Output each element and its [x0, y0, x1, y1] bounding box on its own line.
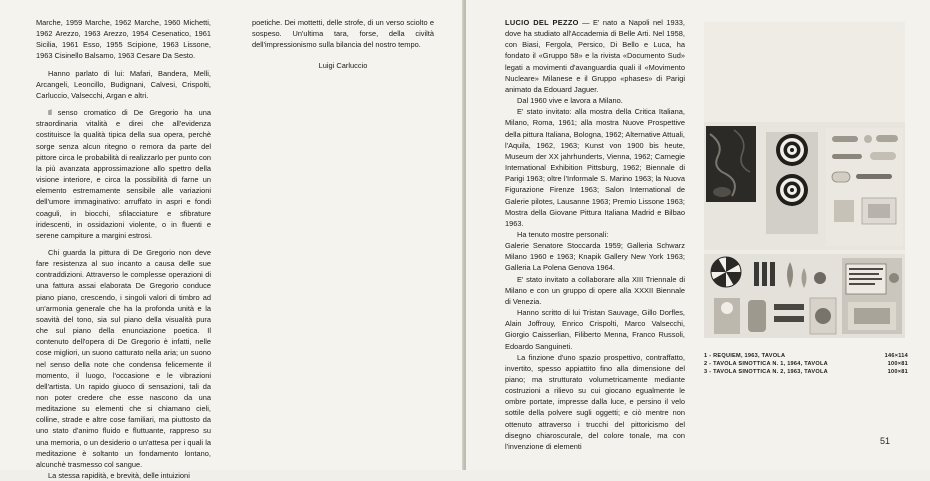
artist-name: LUCIO DEL PEZZO: [505, 18, 579, 27]
caption-size: 100×81: [887, 369, 908, 376]
paragraph-text: — E' nato a Napoli nel 1933, dove ha studiato all'Accademia di Belle Arti. Nel 1958, con Biasi, Fergola, Persico, Di Bello e Luca, ha fondato il «Gruppo 58» e la rivista «Documento Sud» legati a movimenti d'avanguardia quali il «Movimento Nucleare» Milanese e il Gruppo «phases» di Parigi animato da Edouard Jaguer.: [505, 18, 685, 94]
text-column-2: [252, 17, 434, 72]
caption-row: [704, 368, 908, 376]
paragraph: Hanno parlato di lui: Mafari, Bandera, Melli, Arcangeli, Leoncillo, Budignani, Calvesi, Crispolti, Carluccio, Valsecchi, Argan e altri.: [36, 68, 211, 100]
text-column-1: [36, 17, 211, 481]
paragraph: Ha tenuto mostre personali:: [517, 229, 609, 239]
paragraph: Galerie Senatore Stoccarda 1959; Galleria Schwarz Milano 1960 e 1963; Knapik Gallery New York 1963; Galleria La Polena Genova 1964.: [505, 241, 685, 273]
paragraph: E' stato invitato: alla mostra della Critica Italiana, Milano, Roma, 1961; alla mostra Nuove Prospettive della pittura Italiana, Bologna, 1962; Alternative Attuali, l'Aquila, 1962, 1963; Kunst von 1900 bis heute, Museum der XX jahrhunderts, Vienna, 1962; Carnegie International Exhibition Pittsburg, 1962; Biennale di Parigi 1963; oltre l'Informale S. Marino 1963; la Nuova Figurazione Firenze 1963; Salon International de Galerie pilotes, Lausanne 1963; Premio Lissone 1963; Mostra della Giovane Pittura Italiana Madrid e Bilbao 1963.: [505, 107, 685, 228]
paragraph: E' stato invitato a collaborare alla XIII Triennale di Milano e con un gruppo di opere alla XXXII Biennale di Venezia.: [505, 274, 685, 306]
caption-size: 100×81: [887, 361, 908, 368]
paragraph: Il senso cromatico di De Gregorio ha una straordinaria vitalità e direi che all'evidenza costituisce la qualità tipica della sua opera, perchè sorge senza alcun ritegno o remora da parte del pittore circa le probabilità di realizzarlo per punto con la più avanzata approssimazione allo spettro della visione interiore, e circa la possibilità di farne un elemento estremamente sensibile alle variazioni dell'umore immaginativo: arruffato in aspri e fondi coaguli, in biocchi, sfilacciature e sfibrature iridescenti, in ossidazioni violente, o in fluenti e serene campiture a margini estrosi.: [36, 108, 211, 240]
left-page: [0, 0, 464, 481]
paragraph: Marche, 1959 Marche, 1962 Marche, 1960 Michetti, 1962 Arezzo, 1963 Arezzo, 1954 Cesenatico, 1961 Sicilia, 1961 Esso, 1955 Scipione, 1963 Lissone, 1963 Cisinello Balsamo, 1963 Cesare Da Sesto.: [36, 18, 211, 61]
artwork-tavola-sinottica-images: [704, 254, 905, 338]
paragraph: Hanno scritto di lui Tristan Sauvage, Gillo Dorfles, Alain Joffrouy, Enrico Crispolti, Marco Valsecchi, Giorgio Caisserlian, Filiberto Menna, Franco Russoli, Edoardo Sanguineti.: [505, 308, 685, 351]
artwork-photographs: [704, 22, 905, 338]
figure-captions: [704, 352, 908, 377]
paragraph: poetiche. Dei mottetti, delle strofe, di un verso sciolto e sospeso. Un'ultima tara, forse, della civiltà dell'impressionismo sulla bilancia del nostro tempo.: [252, 18, 434, 50]
caption-label: 1 - REQUIEM, 1963, TAVOLA: [704, 353, 786, 359]
page-number: 51: [880, 436, 891, 446]
artwork-requiem-image: [704, 122, 905, 250]
caption-label: 2 - TAVOLA SINOTTICA N. 1, 1964, TAVOLA: [704, 361, 828, 368]
author-signature: Luigi Carluccio: [318, 61, 368, 71]
paragraph: La finzione d'uno spazio prospettivo, contraffatto, invertito, spesso appiattito fino alla dimensione del piano; ma strutturato volumetricamente mediante costruzioni a rilievo su cui giocano egualmente le ombre portate, impresse dalla luce, e persino il velo sottile della polvere sugli oggetti; e ciò mentre non ottenuto attraverso i trucchi del pittoricismo del disegno chiaroscurale, del colore tonale, ma con l'invenzione di elementi: [505, 352, 685, 451]
paragraph: [505, 17, 685, 95]
caption-row: [704, 360, 908, 368]
caption-size: 146×114: [884, 353, 908, 359]
paragraph: La stessa rapidità, e brevità, delle intuizioni: [48, 471, 190, 481]
paragraph: Dal 1960 vive e lavora a Milano.: [517, 96, 623, 106]
caption-label: 3 - TAVOLA SINOTTICA N. 2, 1963, TAVOLA: [704, 369, 828, 376]
paragraph: Chi guarda la pittura di De Gregorio non deve fare resistenza al suo incanto a causa delle sue contraddizioni. Attraverso le complesse operazioni di una fattura assai elaborata De Gregorio conduce piano piano, crescendo, i singoli valori di timbro ad un'armonia generale che ha la profonda unità e la soavità del tono, sia sul piano della visualità pura che sul piano della enunciazione poetica. Il contenuto dell'opera di De Gregorio è infatti, nelle cose migliori, un suono catturato nella aria; un suono nel senso della note che condensa felicemente il momento, il luogo, l'occasione e le vibrazioni dell'artista. Un rapido giuoco di sensazioni, tali da non poter credere che esse nascono da una meditazione su elementi che si chiamano cieli, colline, strade e altre cose familiari, ma piuttosto da uno stato d'animo fluido e fluttuante, rappreso su una memoria, o un desiderio o un'attesa per i quali la meditazione è soltanto un fondamento lontano, alcunchè trasmesso col sangue.: [36, 247, 211, 469]
text-column-3: [505, 17, 685, 452]
caption-row: [704, 352, 908, 360]
